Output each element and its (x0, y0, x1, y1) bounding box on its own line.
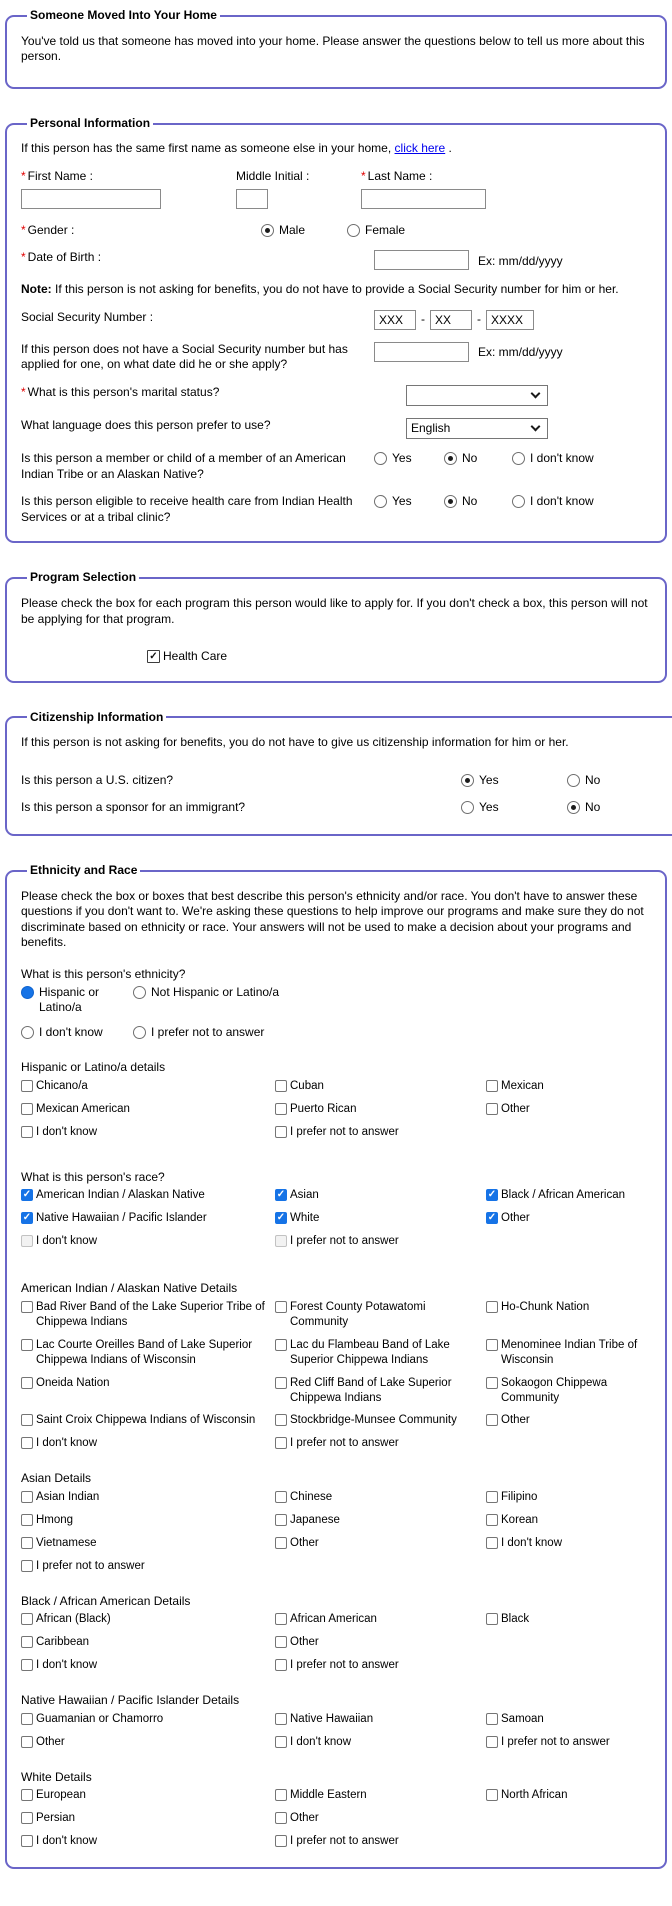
sponsor-row (21, 800, 672, 816)
radio-option[interactable]: Female (347, 223, 405, 239)
checkbox-option[interactable]: Bad River Band of the Lake Superior Tribe of Chippewa Indians (21, 1300, 271, 1330)
checkbox-option[interactable]: Lac Courte Oreilles Band of Lake Superior Chippewa Indians of Wisconsin (21, 1338, 271, 1368)
gender-options (261, 223, 447, 239)
language-label: What language does this person prefer to use? (21, 417, 271, 432)
checkbox-option[interactable]: Native Hawaiian (275, 1712, 482, 1727)
checkbox-icon (21, 1414, 33, 1426)
section-title-someone-moved: Someone Moved Into Your Home (30, 8, 217, 22)
checkbox-option[interactable]: Asian Indian (21, 1490, 271, 1505)
required-asterisk: * (21, 250, 26, 265)
checkbox-option[interactable]: Filipino (486, 1490, 651, 1505)
citizenship-instructions: If this person is not asking for benefits, you do not have to give us citizenship information for him or her. (21, 735, 569, 750)
checkbox-icon (275, 1189, 287, 1201)
checkbox-icon (21, 1514, 33, 1526)
dob-input[interactable] (374, 250, 469, 270)
radio-option[interactable]: No (444, 451, 486, 467)
radio-icon (461, 774, 474, 787)
checkbox-option[interactable]: I prefer not to answer (21, 1559, 271, 1574)
checkbox-icon (486, 1339, 498, 1351)
checkbox-icon (486, 1103, 498, 1115)
checkbox-icon (275, 1301, 287, 1313)
checkbox-option[interactable]: Persian (21, 1811, 271, 1826)
required-asterisk: * (21, 168, 26, 183)
ethnicity-instructions: Please check the box or boxes that best describe this person's ethnicity and/or race. You don't have to answer these questions if you don't want to. We're asking these questions to help improve our programs and make sure they do not discriminate based on ethnicity or race. Your answers will not be used to make a decision about your programs and benefits. (21, 888, 644, 950)
aian-details-group (21, 1281, 651, 1451)
race-grid (21, 1188, 651, 1249)
checkbox-option[interactable]: Oneida Nation (21, 1376, 271, 1406)
black-details-grid (21, 1612, 651, 1673)
checkbox-icon (275, 1437, 287, 1449)
race-group (21, 1170, 651, 1249)
checkbox-option[interactable]: Sokaogon Chippewa Community (486, 1376, 651, 1406)
last-name-label: Last Name : (367, 168, 433, 183)
checkbox-icon (275, 1514, 287, 1526)
checkbox-option[interactable]: Korean (486, 1513, 651, 1528)
black-details-group (21, 1594, 651, 1673)
checkbox-option[interactable]: ✓ Black / African American (486, 1188, 651, 1203)
ssn-applied-row (21, 342, 651, 373)
checkbox-option[interactable]: Other (275, 1811, 482, 1826)
checkbox-icon (486, 1414, 498, 1426)
checkbox-icon (486, 1537, 498, 1549)
last-name-field (361, 169, 486, 209)
radio-option[interactable]: Hispanic or Latino/a (21, 985, 133, 1016)
dob-row (21, 250, 651, 270)
section-title-citizenship-information: Citizenship Information (30, 709, 164, 724)
checkbox-icon (486, 1377, 498, 1389)
checkbox-option[interactable]: I don't know (486, 1536, 651, 1551)
checkbox-option[interactable]: Cuban (275, 1079, 482, 1094)
first-name-field (21, 169, 236, 209)
checkbox-option[interactable]: Samoan (486, 1712, 651, 1727)
middle-initial-label: Middle Initial : (236, 168, 310, 183)
checkbox-icon (486, 1789, 498, 1801)
checkbox-icon (275, 1537, 287, 1549)
marital-status-row (21, 385, 651, 406)
checkbox-option[interactable]: I prefer not to answer (275, 1658, 482, 1673)
checkbox-icon (275, 1789, 287, 1801)
intro-text: You've told us that someone has moved into your home. Please answer the questions below to tell us more about this person. (21, 33, 645, 64)
checkbox-icon (21, 1212, 33, 1224)
group-title: White Details (21, 1769, 92, 1784)
checkbox-icon (21, 1080, 33, 1092)
white-details-grid (21, 1788, 651, 1849)
white-details-group (21, 1770, 651, 1849)
aian-details-grid (21, 1300, 651, 1452)
health-care-checkbox[interactable] (147, 649, 227, 665)
checkbox-icon (275, 1103, 287, 1115)
section-title-program-selection: Program Selection (30, 570, 137, 585)
checkbox-icon (275, 1659, 287, 1671)
language-row (21, 418, 651, 439)
radio-icon (444, 495, 457, 508)
ssn-part3-input[interactable] (486, 310, 534, 330)
ssn-applied-label: If this person does not have a Social Security number but has applied for one, on what date did he or she apply? (21, 341, 348, 372)
checkbox-option[interactable]: Mexican (486, 1079, 651, 1094)
checkbox-icon (21, 1103, 33, 1115)
section-program-selection (5, 570, 667, 682)
tribe-member-question: Is this person a member or child of a member of an American Indian Tribe or an Alaskan Native? (21, 450, 346, 481)
checkbox-icon (275, 1080, 287, 1092)
checkbox-icon (21, 1437, 33, 1449)
ssn-label: Social Security Number : (21, 309, 154, 324)
checkbox-icon (486, 1514, 498, 1526)
radio-option[interactable]: Yes (374, 494, 418, 510)
checkbox-option[interactable]: Other (486, 1413, 651, 1428)
checkbox-icon (275, 1414, 287, 1426)
radio-option[interactable]: No (567, 773, 672, 789)
checkbox-icon (21, 1126, 33, 1138)
checkbox-icon (275, 1835, 287, 1847)
name-row (21, 169, 651, 209)
checkbox-icon (147, 650, 160, 663)
same-name-text (21, 141, 651, 157)
ihs-row (21, 494, 651, 525)
checkbox-option[interactable]: I don't know (21, 1125, 271, 1140)
chevron-down-icon (531, 422, 541, 432)
checkbox-icon (275, 1377, 287, 1389)
radio-icon (461, 801, 474, 814)
checkbox-icon (486, 1080, 498, 1092)
radio-option[interactable]: I don't know (21, 1025, 133, 1041)
checkbox-icon (21, 1789, 33, 1801)
radio-icon (261, 224, 274, 237)
radio-option[interactable]: Yes (461, 773, 567, 789)
checkbox-icon (21, 1339, 33, 1351)
radio-option[interactable]: I don't know (512, 451, 594, 467)
ssn-separator: - (421, 311, 425, 326)
radio-option[interactable]: Yes (461, 800, 567, 816)
checkbox-option[interactable]: Hmong (21, 1513, 271, 1528)
checkbox-option[interactable]: ✓ Other (486, 1211, 651, 1226)
ssn-part1-input[interactable] (374, 310, 416, 330)
checkbox-icon (275, 1235, 287, 1247)
group-title: American Indian / Alaskan Native Details (21, 1281, 238, 1296)
radio-icon (133, 986, 146, 999)
citizen-options (461, 773, 672, 789)
ssn-row (21, 310, 651, 330)
citizen-question: Is this person a U.S. citizen? (21, 772, 174, 787)
checkbox-option[interactable]: Caribbean (21, 1635, 271, 1650)
dob-label: Date of Birth : (27, 250, 102, 265)
radio-option[interactable]: No (444, 494, 486, 510)
checkbox-option[interactable]: Japanese (275, 1513, 482, 1528)
radio-option[interactable]: No (567, 800, 672, 816)
section-title-ethnicity-and-race: Ethnicity and Race (30, 863, 138, 878)
gender-label: Gender : (27, 222, 75, 237)
checkbox-option[interactable]: Menominee Indian Tribe of Wisconsin (486, 1338, 651, 1368)
ssn-part2-input[interactable] (430, 310, 472, 330)
middle-initial-field (236, 169, 361, 209)
ssn-note-text: If this person is not asking for benefits, you do not have to provide a Social Security number for him or her. (51, 282, 619, 297)
checkbox-option[interactable]: Chicano/a (21, 1079, 271, 1094)
section-someone-moved (5, 8, 667, 89)
checkbox-icon (275, 1613, 287, 1625)
radio-option[interactable]: Not Hispanic or Latino/a (133, 985, 651, 1016)
program-instructions: Please check the box for each program this person would like to apply for. If you don't check a box, this person will not be applying for that program. (21, 595, 648, 626)
checkbox-icon (486, 1189, 498, 1201)
sponsor-question: Is this person a sponsor for an immigrant? (21, 800, 246, 815)
same-name-prefix: If this person has the same first name as someone else in your home, (21, 141, 395, 156)
radio-icon (512, 495, 525, 508)
checkbox-icon (275, 1339, 287, 1351)
ihs-options (374, 494, 620, 510)
hispanic-details-group (21, 1060, 651, 1139)
checkbox-option[interactable]: I prefer not to answer (275, 1125, 482, 1140)
nhpi-details-grid (21, 1712, 651, 1750)
checkbox-option[interactable]: European (21, 1788, 271, 1803)
checkbox-icon (21, 1491, 33, 1503)
tribe-member-row (21, 451, 651, 482)
required-asterisk: * (21, 384, 26, 399)
radio-option[interactable]: I don't know (512, 494, 594, 510)
checkbox-option[interactable]: Other (486, 1102, 651, 1117)
hispanic-details-grid (21, 1079, 651, 1140)
checkbox-option[interactable]: Puerto Rican (275, 1102, 482, 1117)
checkbox-option[interactable]: Other (275, 1536, 482, 1551)
group-title: Asian Details (21, 1471, 92, 1486)
checkbox-option[interactable]: Black (486, 1612, 651, 1627)
radio-option[interactable]: Male (261, 223, 305, 239)
checkbox-option[interactable]: Stockbridge-Munsee Community (275, 1413, 482, 1428)
checkbox-option[interactable]: Red Cliff Band of Lake Superior Chippewa Indians (275, 1376, 482, 1406)
checkbox-option[interactable]: African (Black) (21, 1612, 271, 1627)
checkbox-option[interactable]: I prefer not to answer (486, 1735, 651, 1750)
section-citizenship-information (5, 710, 672, 836)
ssn-applied-date-input[interactable] (374, 342, 469, 362)
ssn-note (21, 282, 651, 298)
checkbox-icon (21, 1812, 33, 1824)
last-name-input[interactable] (361, 189, 486, 209)
health-care-label: Health Care (163, 649, 228, 664)
required-asterisk: * (361, 168, 366, 183)
checkbox-icon (486, 1212, 498, 1224)
checkbox-option[interactable]: Other (275, 1635, 482, 1650)
first-name-label: First Name : (27, 168, 94, 183)
checkbox-icon (21, 1235, 33, 1247)
ethnicity-options (21, 985, 651, 1041)
gender-row (21, 223, 651, 239)
checkbox-option[interactable]: I prefer not to answer (275, 1234, 482, 1249)
required-asterisk: * (21, 222, 26, 237)
checkbox-option[interactable]: African American (275, 1612, 482, 1627)
checkbox-option[interactable]: ✓ Native Hawaiian / Pacific Islander (21, 1211, 271, 1226)
radio-icon (512, 452, 525, 465)
checkbox-option[interactable]: Chinese (275, 1490, 482, 1505)
section-personal-information (5, 116, 667, 544)
radio-icon (133, 1026, 146, 1039)
checkbox-icon (21, 1560, 33, 1572)
checkbox-icon (21, 1537, 33, 1549)
radio-icon (444, 452, 457, 465)
checkbox-icon (21, 1659, 33, 1671)
same-name-suffix: . (445, 141, 452, 156)
group-title: Black / African American Details (21, 1593, 191, 1608)
first-name-input[interactable] (21, 189, 161, 209)
note-label: Note: (21, 282, 52, 297)
checkbox-option[interactable]: Other (21, 1735, 271, 1750)
same-name-link[interactable]: click here (394, 141, 446, 156)
checkbox-icon (275, 1491, 287, 1503)
checkbox-option[interactable]: I don't know (21, 1658, 271, 1673)
checkbox-icon (486, 1613, 498, 1625)
checkbox-icon (275, 1636, 287, 1648)
section-ethnicity-and-race (5, 863, 667, 1869)
tribe-member-options (374, 451, 620, 467)
checkbox-icon (275, 1713, 287, 1725)
checkbox-option[interactable]: I don't know (275, 1735, 482, 1750)
checkbox-icon (486, 1491, 498, 1503)
language-select[interactable] (406, 418, 548, 439)
checkbox-option[interactable]: ✓ American Indian / Alaskan Native (21, 1188, 271, 1203)
checkbox-option[interactable]: Lac du Flambeau Band of Lake Superior Chippewa Indians (275, 1338, 482, 1368)
checkbox-icon (21, 1189, 33, 1201)
asian-details-group (21, 1471, 651, 1573)
radio-icon (347, 224, 360, 237)
radio-option[interactable]: I prefer not to answer (133, 1025, 651, 1041)
checkbox-icon (275, 1126, 287, 1138)
checkbox-icon (486, 1736, 498, 1748)
radio-icon (21, 986, 34, 999)
checkbox-icon (21, 1835, 33, 1847)
radio-icon (567, 801, 580, 814)
marital-status-select[interactable] (406, 385, 548, 406)
checkbox-icon (486, 1301, 498, 1313)
sponsor-options (461, 800, 672, 816)
checkbox-icon (275, 1812, 287, 1824)
checkbox-option[interactable]: I prefer not to answer (275, 1436, 482, 1451)
marital-status-label: What is this person's marital status? (27, 384, 220, 399)
checkbox-option[interactable]: I prefer not to answer (275, 1834, 482, 1849)
section-title-personal-information: Personal Information (30, 115, 151, 130)
asian-details-grid (21, 1490, 651, 1574)
checkbox-option[interactable]: Middle Eastern (275, 1788, 482, 1803)
radio-option[interactable]: Yes (374, 451, 418, 467)
checkbox-option[interactable]: Mexican American (21, 1102, 271, 1117)
checkbox-option[interactable]: Forest County Potawatomi Community (275, 1300, 482, 1330)
checkbox-icon (486, 1713, 498, 1725)
dob-format-hint: Ex: mm/dd/yyyy (478, 253, 563, 268)
chevron-down-icon (531, 389, 541, 399)
checkbox-icon (21, 1713, 33, 1725)
ssn-separator: - (477, 311, 481, 326)
checkbox-option[interactable]: ✓ Asian (275, 1188, 482, 1203)
checkbox-option[interactable]: Vietnamese (21, 1536, 271, 1551)
checkbox-icon (21, 1736, 33, 1748)
race-question: What is this person's race? (21, 1169, 165, 1184)
ssn-applied-format-hint: Ex: mm/dd/yyyy (478, 345, 563, 360)
language-value: English (411, 420, 451, 435)
group-title: Hispanic or Latino/a details (21, 1060, 166, 1075)
checkbox-icon (21, 1613, 33, 1625)
checkbox-option[interactable]: I don't know (21, 1834, 271, 1849)
checkbox-option[interactable]: ✓ White (275, 1211, 482, 1226)
checkbox-option[interactable]: Ho-Chunk Nation (486, 1300, 651, 1330)
middle-initial-input[interactable] (236, 189, 268, 209)
checkbox-icon (21, 1377, 33, 1389)
group-title: Native Hawaiian / Pacific Islander Details (21, 1693, 240, 1708)
ihs-question: Is this person eligible to receive health care from Indian Health Services or at a tribal clinic? (21, 494, 353, 524)
radio-icon (567, 774, 580, 787)
checkbox-icon (275, 1736, 287, 1748)
radio-icon (21, 1026, 34, 1039)
checkbox-icon (21, 1636, 33, 1648)
checkbox-option[interactable]: Guamanian or Chamorro (21, 1712, 271, 1727)
ethnicity-question: What is this person's ethnicity? (21, 967, 186, 982)
checkbox-icon (21, 1301, 33, 1313)
checkbox-icon (275, 1212, 287, 1224)
radio-icon (374, 495, 387, 508)
checkbox-option[interactable]: I don't know (21, 1436, 271, 1451)
citizen-row (21, 773, 672, 789)
checkbox-option[interactable]: Saint Croix Chippewa Indians of Wisconsin (21, 1413, 271, 1428)
checkbox-option[interactable]: I don't know (21, 1234, 271, 1249)
radio-icon (374, 452, 387, 465)
checkbox-option[interactable]: North African (486, 1788, 651, 1803)
nhpi-details-group (21, 1693, 651, 1749)
